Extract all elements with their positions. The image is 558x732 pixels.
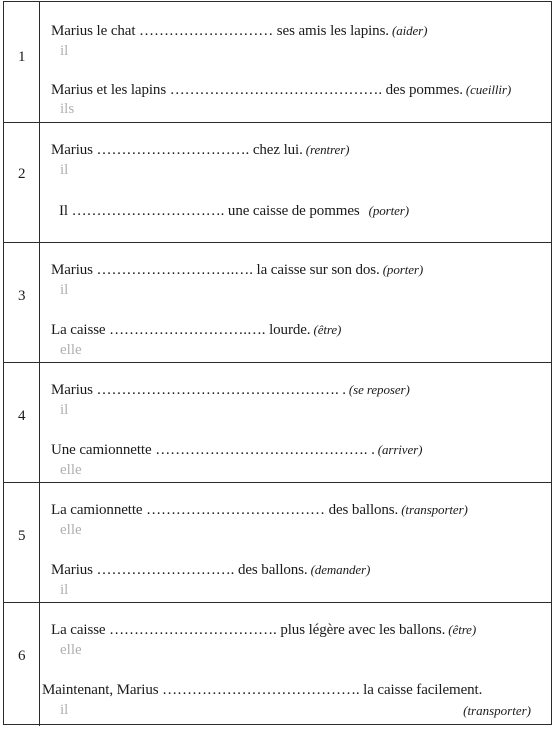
- pronoun-hint: il: [60, 402, 69, 418]
- sentence-text: Marius ……………………….…. la caisse sur son dos.: [51, 262, 380, 278]
- sentence-text: Une camionnette ……………………………………. .: [51, 442, 375, 458]
- row-number-cell: [4, 243, 40, 362]
- verb-hint: (se reposer): [348, 382, 410, 397]
- sentence-1: [51, 142, 349, 159]
- sentence-2: [51, 82, 511, 99]
- sentence-1: [51, 502, 468, 519]
- row-number: 4: [18, 408, 26, 424]
- row-number-cell: [4, 2, 40, 122]
- verb-hint: (arriver): [377, 442, 423, 457]
- row-number-cell: [4, 603, 40, 726]
- verb-hint: (transporter): [401, 502, 468, 517]
- pronoun-hint: il: [60, 582, 69, 598]
- pronoun-hint: elle: [60, 462, 82, 478]
- sentence-2: [51, 562, 370, 579]
- row-number: 2: [18, 166, 26, 182]
- row-number: 3: [18, 288, 26, 304]
- exercise-row-5: [4, 482, 551, 602]
- verb-hint: (être): [448, 622, 477, 637]
- pronoun-hint: il: [60, 162, 69, 178]
- exercise-row-3: [4, 242, 551, 362]
- sentence-1: [51, 382, 410, 399]
- row-number: 1: [18, 49, 26, 65]
- pronoun-hint: elle: [60, 342, 82, 358]
- sentence-2: [59, 203, 409, 220]
- sentence-text: Marius et les lapins ……………………………………. des pommes.: [51, 82, 463, 98]
- verb-hint: (cueillir): [465, 82, 512, 97]
- verb-hint: (transporter): [463, 703, 531, 718]
- exercise-row-6: [4, 602, 551, 726]
- sentence-text: La caisse ……………………….…. lourde.: [51, 322, 311, 338]
- verb-hint: (être): [313, 322, 342, 337]
- pronoun-hint: il: [60, 43, 69, 59]
- verb-hint: (demander): [310, 562, 371, 577]
- row-number-cell: [4, 483, 40, 602]
- sentence-1: [51, 262, 423, 279]
- sentence-text: Marius …………………………………………. .: [51, 382, 346, 398]
- exercise-row-1: [4, 2, 551, 122]
- sentence-1: [51, 23, 427, 40]
- sentence-text: La caisse ……………………………. plus légère avec les ballons.: [51, 622, 446, 638]
- verb-hint: (aider): [391, 23, 428, 38]
- verb-hint: (rentrer): [305, 142, 350, 157]
- verb-hint: (porter): [368, 203, 409, 218]
- verb-hint: (porter): [382, 262, 424, 277]
- row-number-cell: [4, 363, 40, 482]
- exercise-row-4: [4, 362, 551, 482]
- sentence-text: Marius …………………………. chez lui.: [51, 142, 303, 158]
- pronoun-hint: elle: [60, 642, 82, 658]
- pronoun-hint: il: [60, 282, 69, 298]
- row-number-cell: [4, 123, 40, 242]
- exercise-row-2: [4, 122, 551, 242]
- row-number: 5: [18, 528, 26, 544]
- sentence-text: Il …………………………. une caisse de pommes: [59, 203, 360, 219]
- row-number: 6: [18, 648, 26, 664]
- pronoun-hint: il: [60, 702, 69, 718]
- sentence-2: [51, 442, 422, 459]
- pronoun-hint: elle: [60, 522, 82, 538]
- sentence-2: [51, 322, 341, 339]
- sentence-text: La camionnette ……………………………… des ballons.: [51, 502, 399, 518]
- sentence-2: [42, 682, 482, 699]
- exercise-table: [3, 1, 552, 725]
- pronoun-hint: ils: [60, 101, 75, 117]
- sentence-text: Maintenant, Marius …………………………………. la caisse facilement.: [42, 682, 483, 698]
- sentence-text: Marius ………………………. des ballons.: [51, 562, 308, 578]
- sentence-text: Marius le chat ……………………… ses amis les lapins.: [51, 23, 389, 39]
- sentence-1: [51, 622, 476, 639]
